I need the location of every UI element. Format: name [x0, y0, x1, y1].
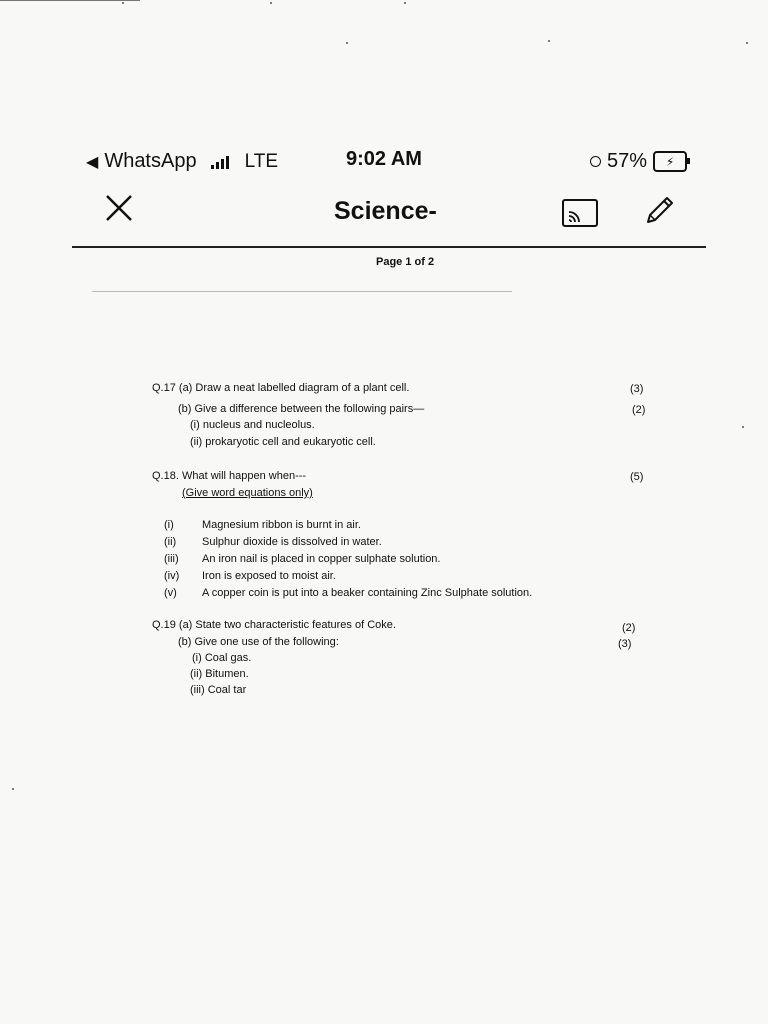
status-back-to-app[interactable]: [86, 150, 278, 173]
q18-item-num: (ii): [164, 536, 177, 548]
q18-item-text: Iron is exposed to moist air.: [202, 570, 336, 582]
q19-b-i: (i) Coal gas.: [192, 652, 252, 664]
scan-speck: [746, 42, 748, 44]
cast-icon: [564, 201, 596, 225]
q17-b-ii: (ii) prokaryotic cell and eukaryotic cell.: [190, 436, 376, 448]
battery-status: [590, 150, 687, 173]
q18-item-text: A copper coin is put into a beaker containing Zinc Sulphate solution.: [202, 587, 533, 599]
q18-item-text: Magnesium ribbon is burnt in air.: [202, 519, 361, 531]
network-type: LTE: [244, 150, 279, 172]
q17-b-text: (b) Give a difference between the following pairs—: [178, 403, 425, 415]
q17-b-i: (i) nucleus and nucleolus.: [190, 419, 315, 431]
cast-button[interactable]: [562, 199, 598, 227]
edit-button[interactable]: [642, 194, 676, 228]
q18-title: Q.18. What will happen when---: [152, 470, 307, 482]
q17-b-marks: (2): [632, 404, 646, 416]
q18-item-num: (iii): [164, 553, 179, 565]
close-icon: [104, 193, 134, 223]
q19-b-text: (b) Give one use of the following:: [178, 636, 339, 648]
battery-charging-icon: ⚡: [653, 151, 687, 172]
q19-b-iii: (iii) Coal tar: [190, 684, 247, 696]
q17-a-text: Q.17 (a) Draw a neat labelled diagram of a plant cell.: [152, 382, 410, 394]
q19-a-text: Q.19 (a) State two characteristic features of Coke.: [152, 619, 396, 631]
scan-speck: [122, 2, 124, 4]
q18-item-text: Sulphur dioxide is dissolved in water.: [202, 536, 382, 548]
battery-percent: 57%: [607, 150, 648, 172]
status-time: 9:02 AM: [346, 148, 422, 170]
pencil-icon: [642, 194, 676, 228]
q19-a-marks: (2): [622, 622, 636, 634]
close-button[interactable]: [104, 193, 134, 223]
q18-item-num: (iv): [164, 570, 180, 582]
scan-speck: [270, 2, 272, 4]
back-triangle-icon: ◀: [86, 153, 99, 171]
scan-speck: [346, 42, 348, 44]
back-app-label: WhatsApp: [104, 150, 197, 172]
alarm-icon: [590, 156, 601, 167]
scan-artifact-line: [0, 0, 140, 1]
document-title: Science-: [334, 197, 437, 225]
scan-speck: [548, 40, 550, 42]
q18-item-num: (i): [164, 519, 174, 531]
q18-marks: (5): [630, 471, 644, 483]
signal-strength-icon: [211, 155, 229, 169]
scan-artifact-line: [92, 291, 512, 292]
scan-speck: [742, 426, 744, 428]
header-divider: [72, 246, 706, 248]
q18-note: (Give word equations only): [182, 487, 313, 499]
q17-a-marks: (3): [630, 383, 644, 395]
q19-b-marks: (3): [618, 638, 632, 650]
scan-speck: [404, 2, 406, 4]
q19-b-ii: (ii) Bitumen.: [190, 668, 249, 680]
q18-item-num: (v): [164, 587, 177, 599]
scan-speck: [12, 788, 14, 790]
q18-item-text: An iron nail is placed in copper sulphate solution.: [202, 553, 441, 565]
page-indicator: Page 1 of 2: [376, 256, 435, 268]
